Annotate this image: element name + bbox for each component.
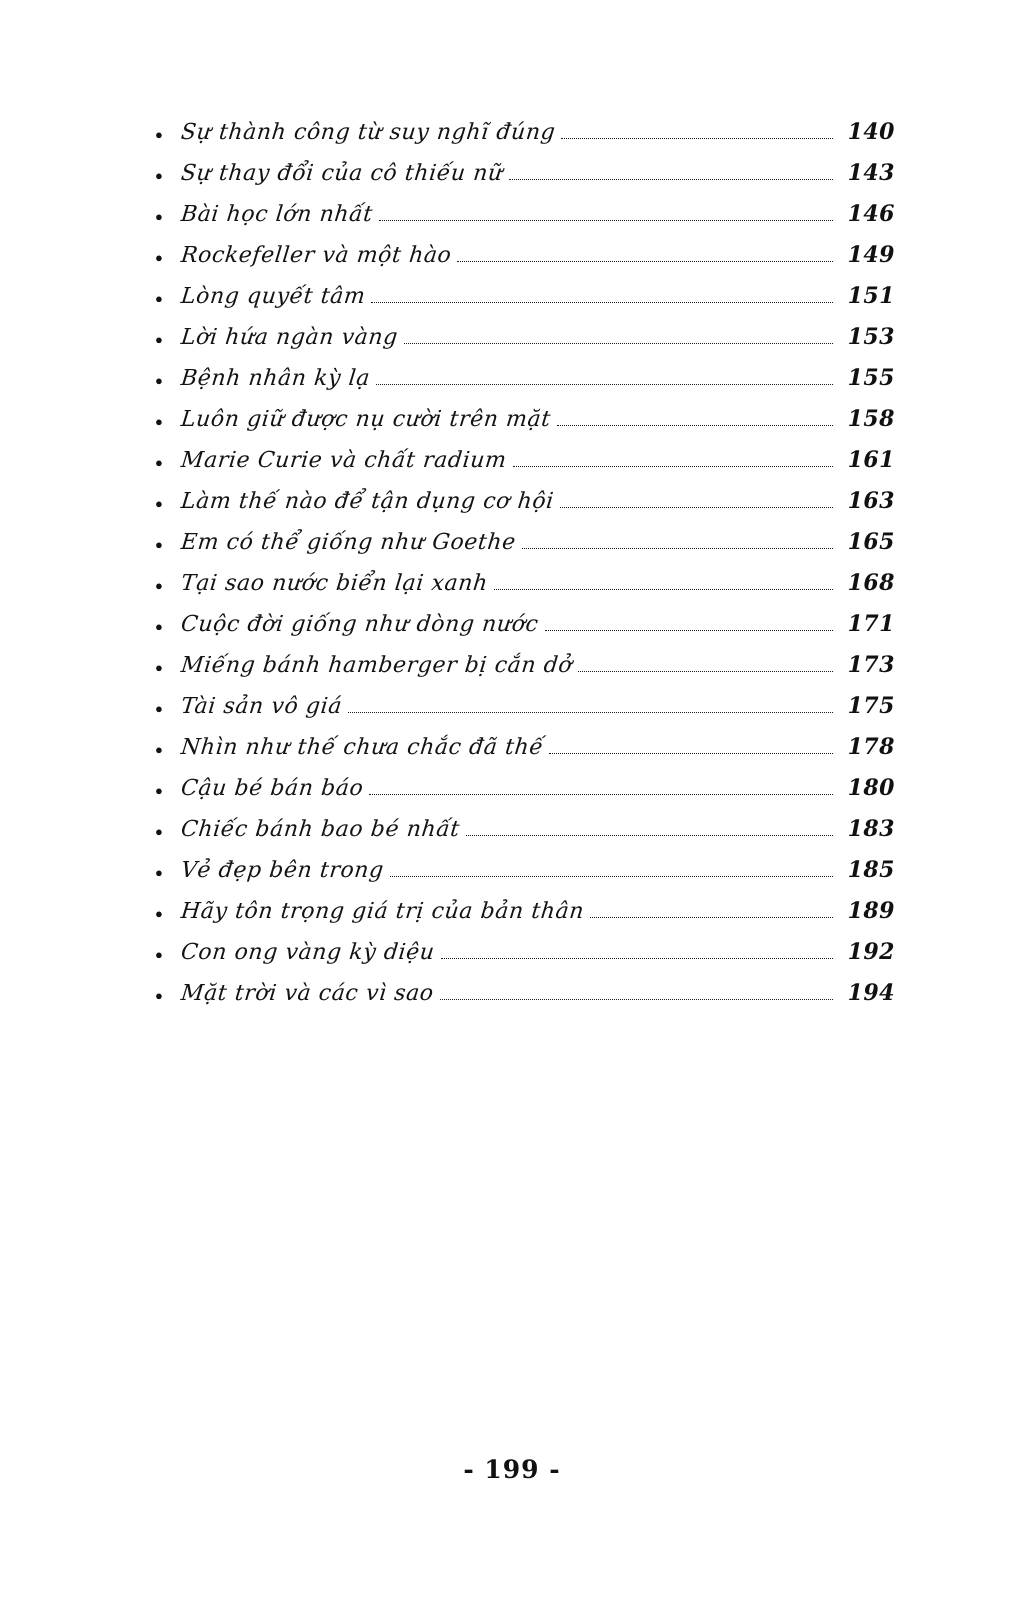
toc-entry-page-number: 165 <box>847 529 895 555</box>
toc-entry[interactable] <box>155 522 895 563</box>
bullet-icon <box>155 237 181 279</box>
toc-entry[interactable] <box>155 727 895 768</box>
toc-entry-title: Cậu bé bán báo <box>179 776 365 801</box>
toc-entry-page-number: 149 <box>847 242 895 268</box>
toc-entry[interactable] <box>155 891 895 932</box>
toc-leader-dots <box>522 547 833 549</box>
toc-entry-title: Em có thể giống như Goethe <box>179 530 518 555</box>
toc-entry[interactable] <box>155 317 895 358</box>
toc-leader-dots <box>545 629 833 631</box>
toc-entry-title: Làm thế nào để tận dụng cơ hội <box>179 489 556 514</box>
toc-entry[interactable] <box>155 604 895 645</box>
toc-entry-title: Nhìn như thế chưa chắc đã thế <box>179 735 545 760</box>
table-of-contents <box>155 112 895 1014</box>
bullet-icon <box>155 688 181 730</box>
toc-entry-page-number: 151 <box>847 283 895 309</box>
toc-leader-dots <box>513 465 833 467</box>
toc-entry[interactable] <box>155 973 895 1014</box>
toc-entry[interactable] <box>155 645 895 686</box>
toc-entry-page-number: 183 <box>847 816 895 842</box>
bullet-icon <box>155 852 181 894</box>
toc-leader-dots <box>371 301 833 303</box>
toc-entry-page-number: 178 <box>847 734 895 760</box>
toc-entry-page-number: 146 <box>847 201 895 227</box>
bullet-icon <box>155 483 181 525</box>
bullet-icon <box>155 934 181 976</box>
toc-entry-title: Sự thành công từ suy nghĩ đúng <box>179 120 557 145</box>
toc-entry-title: Luôn giữ được nụ cười trên mặt <box>179 407 553 432</box>
bullet-icon <box>155 319 181 361</box>
bullet-icon <box>155 565 181 607</box>
toc-entry-title: Vẻ đẹp bên trong <box>179 858 386 883</box>
toc-leader-dots <box>390 875 833 877</box>
toc-entry-page-number: 175 <box>847 693 895 719</box>
toc-entry[interactable] <box>155 399 895 440</box>
toc-entry-page-number: 185 <box>847 857 895 883</box>
toc-leader-dots <box>560 506 833 508</box>
toc-leader-dots <box>369 793 833 795</box>
toc-entry-page-number: 168 <box>847 570 895 596</box>
toc-entry[interactable] <box>155 809 895 850</box>
bullet-icon <box>155 524 181 566</box>
toc-entry[interactable] <box>155 850 895 891</box>
toc-entry-title: Tại sao nước biển lại xanh <box>179 571 490 596</box>
toc-entry[interactable] <box>155 358 895 399</box>
bullet-icon <box>155 647 181 689</box>
toc-leader-dots <box>440 998 833 1000</box>
bullet-icon <box>155 442 181 484</box>
toc-entry[interactable] <box>155 153 895 194</box>
bullet-icon <box>155 606 181 648</box>
toc-entry[interactable] <box>155 194 895 235</box>
toc-entry-title: Hãy tôn trọng giá trị của bản thân <box>179 899 586 924</box>
toc-leader-dots <box>557 424 833 426</box>
toc-entry-page-number: 171 <box>847 611 895 637</box>
toc-entry-page-number: 155 <box>847 365 895 391</box>
toc-entry-page-number: 140 <box>847 119 895 145</box>
toc-entry-title: Miếng bánh hamberger bị cắn dở <box>179 653 574 678</box>
toc-entry-page-number: 192 <box>847 939 895 965</box>
toc-entry-title: Cuộc đời giống như dòng nước <box>179 612 540 637</box>
toc-leader-dots <box>379 219 833 221</box>
bullet-icon <box>155 975 181 1017</box>
toc-entry-page-number: 143 <box>847 160 895 186</box>
bullet-icon <box>155 114 181 156</box>
page-folio: - 199 - <box>463 1455 561 1484</box>
bullet-icon <box>155 196 181 238</box>
toc-entry-title: Chiếc bánh bao bé nhất <box>179 817 462 842</box>
bullet-icon <box>155 770 181 812</box>
toc-entry-page-number: 189 <box>847 898 895 924</box>
toc-entry[interactable] <box>155 686 895 727</box>
toc-entry-title: Bài học lớn nhất <box>179 202 375 227</box>
toc-entry[interactable] <box>155 235 895 276</box>
toc-leader-dots <box>494 588 833 590</box>
toc-leader-dots <box>404 342 833 344</box>
bullet-icon <box>155 811 181 853</box>
toc-entry-title: Con ong vàng kỳ diệu <box>179 940 436 965</box>
toc-leader-dots <box>590 916 833 918</box>
toc-entry-title: Tài sản vô giá <box>179 694 344 719</box>
toc-entry-title: Lòng quyết tâm <box>179 284 367 309</box>
toc-entry-page-number: 180 <box>847 775 895 801</box>
toc-leader-dots <box>348 711 833 713</box>
bullet-icon <box>155 155 181 197</box>
toc-leader-dots <box>466 834 833 836</box>
toc-entry-title: Sự thay đổi của cô thiếu nữ <box>179 161 505 186</box>
bullet-icon <box>155 893 181 935</box>
toc-leader-dots <box>441 957 833 959</box>
toc-entry-title: Lời hứa ngàn vàng <box>179 325 400 350</box>
toc-leader-dots <box>578 670 833 672</box>
toc-entry-page-number: 153 <box>847 324 895 350</box>
toc-entry-title: Marie Curie và chất radium <box>179 448 508 473</box>
toc-entry-title: Bệnh nhân kỳ lạ <box>179 366 372 391</box>
toc-entry[interactable] <box>155 481 895 522</box>
toc-entry[interactable] <box>155 563 895 604</box>
toc-entry-page-number: 194 <box>847 980 895 1006</box>
toc-leader-dots <box>457 260 833 262</box>
toc-entry-title: Rockefeller và một hào <box>179 243 453 268</box>
toc-leader-dots <box>549 752 833 754</box>
toc-entry-title: Mặt trời và các vì sao <box>179 981 436 1006</box>
bullet-icon <box>155 278 181 320</box>
toc-leader-dots <box>376 383 833 385</box>
bullet-icon <box>155 729 181 771</box>
toc-entry[interactable] <box>155 276 895 317</box>
bullet-icon <box>155 401 181 443</box>
toc-entry-page-number: 163 <box>847 488 895 514</box>
toc-leader-dots <box>561 137 833 139</box>
toc-leader-dots <box>509 178 833 180</box>
toc-entry-page-number: 158 <box>847 406 895 432</box>
toc-entry[interactable] <box>155 440 895 481</box>
toc-entry[interactable] <box>155 932 895 973</box>
bullet-icon <box>155 360 181 402</box>
toc-entry[interactable] <box>155 768 895 809</box>
toc-entry-page-number: 173 <box>847 652 895 678</box>
toc-entry[interactable] <box>155 112 895 153</box>
toc-entry-page-number: 161 <box>847 447 895 473</box>
